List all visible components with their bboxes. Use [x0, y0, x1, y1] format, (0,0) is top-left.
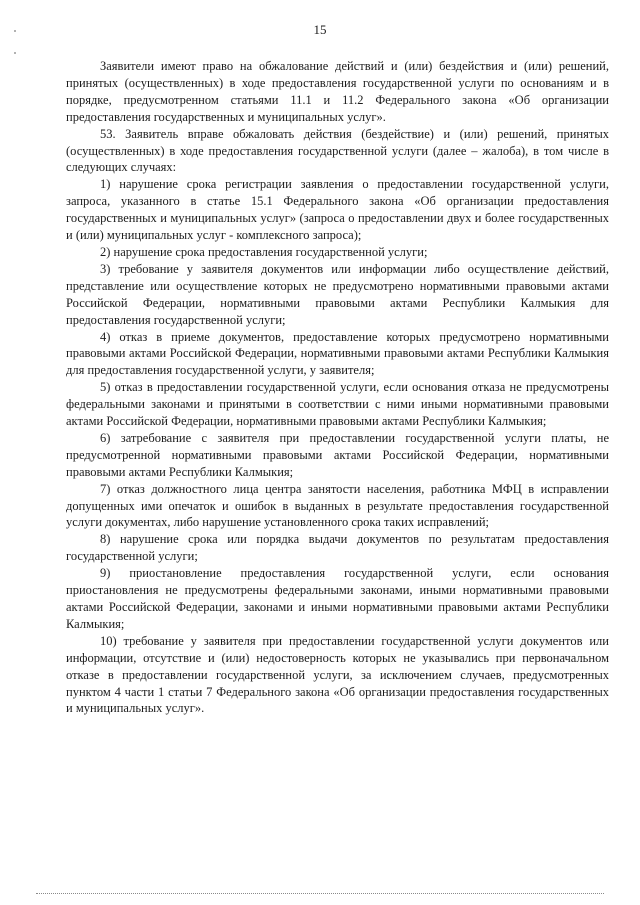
- list-item-8: 8) нарушение срока или порядка выдачи документов по результатам предоставления государственной услуги;: [66, 532, 609, 564]
- footer-rule: [36, 893, 604, 894]
- page-number: 15: [313, 22, 327, 37]
- list-item-1: 1) нарушение срока регистрации заявления о предоставлении государственной услуги, запроса, указанного в статье 15.1 Федерального закона «Об организации предоставления государственных и муниципальных услуг» (запроса о предоставлении двух и более государственных и (или) муниципальных услуг - комплексного запроса);: [66, 177, 609, 243]
- list-item-6: 6) затребование с заявителя при предоставлении государственной услуги платы, не предусмотренной нормативными правовыми актами Российской Федерации, нормативными правовыми актами Республики Калмыкия;: [66, 430, 609, 479]
- scan-specks: [14, 30, 18, 56]
- list-item-2: 2) нарушение срока предоставления государственной услуги;: [100, 244, 428, 259]
- list-item-9: 9) приостановление предоставления государственной услуги, если основания приостановления не предусмотрены федеральными законами, иными нормативными правовыми актами Российской Федерации, законами и иными нормативными правовыми актами Республики Калмыкия;: [66, 566, 609, 631]
- list-item-7: 7) отказ должностного лица центра занятости населения, работника МФЦ в исправлении допущенных ими опечаток и ошибок в выданных в результате предоставления государственной услуги документах, либо нарушение установленного срока таких исправлений;: [66, 481, 609, 530]
- list-item-3: 3) требование у заявителя документов или информации либо осуществление действий, представление или осуществление которых не предусмотрено нормативными правовыми актами Российской Федерации, нормативными правовыми актами Республики Калмыкия для предоставления государственной услуги;: [66, 261, 609, 327]
- list-item-10: 10) требование у заявителя при предоставлении государственной услуги документов или информации, отсутствие и (или) недостоверность которых не указывались при первоначальном отказе в предоставлении государственной услуги, за исключением случаев, предусмотренных пунктом 4 части 1 статьи 7 Федерального закона «Об организации предоставления государственных и муниципальных услуг».: [66, 633, 609, 716]
- list-item-5: 5) отказ в предоставлении государственной услуги, если основания отказа не предусмотрены федеральными законами и принятыми в соответствии с ними иными нормативными правовыми актами Российской Федерации, нормативными правовыми актами Республики Калмыкия;: [66, 380, 609, 429]
- paragraph-intro: Заявители имеют право на обжалование действий и (или) бездействия и (или) решений, принятых (осуществленных) в ходе предоставления государственной услуги по основаниям и в порядке, предусмотренном статьями 11.1 и 11.2 Федерального закона «Об организации предоставления государственных и муниципальных услуг».: [66, 59, 609, 124]
- body-text: [66, 58, 609, 717]
- paragraph-53: 53. Заявитель вправе обжаловать действия (бездействие) и (или) решений, принятых (осуществленных) в ходе предоставления государственной услуги (далее – жалоба), в том числе в следующих случаях:: [66, 126, 609, 175]
- list-item-4: 4) отказ в приеме документов, предоставление которых предусмотрено нормативными правовыми актами Российской Федерации, нормативными правовыми актами Республики Калмыкия для предоставления государственной услуги, у заявителя;: [66, 329, 609, 378]
